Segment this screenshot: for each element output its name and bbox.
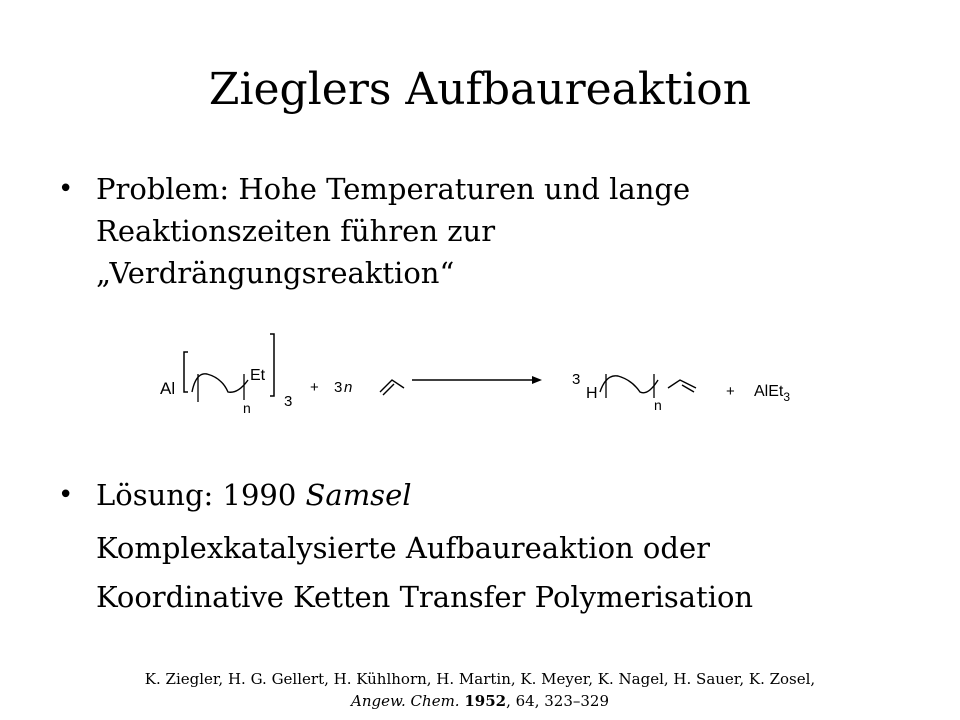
- bullet-solution-text: Lösung: 1990 Samsel: [96, 478, 412, 512]
- solution-line-2: Koordinative Ketten Transfer Polymerisation: [96, 580, 754, 614]
- bullet-problem-text: Problem: Hohe Temperaturen und lange Reaktionszeiten führen zur „Verdrängungsreaktion“: [96, 172, 691, 290]
- plus-sign-2: +: [726, 383, 735, 400]
- bullet-dot-icon: •: [58, 174, 74, 204]
- arrow-head: [532, 376, 542, 384]
- ethylene-double-bond: [383, 384, 394, 395]
- reagent-n: n: [344, 379, 353, 396]
- reactant-n: n: [243, 400, 251, 415]
- plus-sign-1: +: [310, 379, 319, 396]
- product-h: H: [586, 385, 598, 402]
- citation-authors: K. Ziegler, H. G. Gellert, H. Kühlhorn, H. Martin, K. Meyer, K. Nagel, H. Sauer, K. Zosel,: [144, 670, 816, 688]
- product-alet: AlEt$_3$: [754, 383, 791, 404]
- reaction-scheme: [160, 330, 820, 415]
- reactant-multiplier: 3: [284, 393, 293, 410]
- reactant-et: Et: [250, 367, 266, 384]
- vinyl-line: [668, 380, 696, 388]
- left-bracket: [184, 352, 188, 392]
- product-n: n: [654, 397, 662, 413]
- alkyl-chain: [192, 374, 248, 392]
- reagent-coef: 3: [334, 379, 343, 396]
- right-bracket: [270, 334, 274, 396]
- solution-line-1: Komplexkatalysierte Aufbaureaktion oder: [96, 531, 710, 565]
- citation-source: Angew. Chem. 1952, 64, 323–329: [350, 692, 610, 710]
- citation: [0, 668, 960, 712]
- bullet-dot-icon: •: [58, 480, 74, 510]
- product-chain: [600, 376, 658, 393]
- product-coef: 3: [572, 371, 581, 388]
- reactant-al-label: Al: [160, 379, 176, 398]
- author-name: Samsel: [305, 478, 412, 512]
- slide-title: Zieglers Aufbaureaktion: [208, 64, 752, 115]
